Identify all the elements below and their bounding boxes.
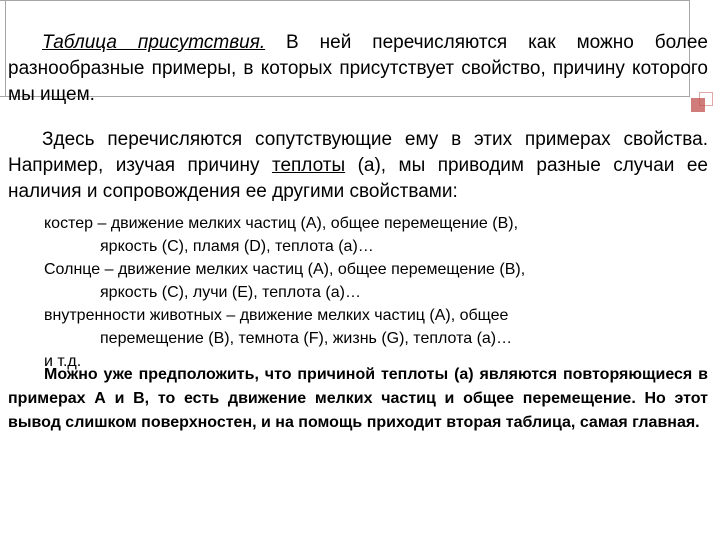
example-continuation: перемещение (В), темнота (F), жизнь (G), теплота (а)…	[100, 330, 513, 347]
body-text-1: Здесь перечисляются сопутствующие ему в этих примерах свойства. Например, изучая причину	[8, 129, 708, 176]
body-underlined-term: теплоты	[271, 155, 346, 176]
intro-paragraph	[8, 30, 708, 108]
conclusion-paragraph: Можно уже предположить, что причиной теплоты (а) являются повторяющиеся в примерах А и В, то есть движение мелких частиц и общее перемещение. Но этот вывод слишком поверхностен, и на помощь приходит вторая таблица, самая главная.	[8, 366, 708, 431]
example-line: внутренности животных – движение мелких частиц (А), общее	[44, 307, 509, 324]
body-paragraph	[8, 127, 708, 205]
example-line: костер – движение мелких частиц (А), общее перемещение (В),	[44, 215, 519, 232]
example-line: Солнце – движение мелких частиц (А), общее перемещение (В),	[44, 261, 526, 278]
examples-etc: и т.д.	[44, 353, 82, 370]
intro-term: Таблица присутствия.	[42, 32, 266, 53]
example-continuation: яркость (С), пламя (D), теплота (а)…	[100, 238, 374, 255]
body-text-2: (а), мы приводим разные случаи ее наличия и сопровождения ее другими свойствами:	[8, 155, 708, 202]
examples-list	[44, 212, 704, 373]
slide-frame-top	[0, 0, 690, 1]
example-continuation: яркость (С), лучи (Е), теплота (а)…	[100, 284, 361, 301]
intro-text: В ней перечисляются как можно более разнообразные примеры, в которых присутствует свойство, причину которого мы ищем.	[8, 32, 708, 105]
slide-frame-left	[0, 0, 6, 96]
